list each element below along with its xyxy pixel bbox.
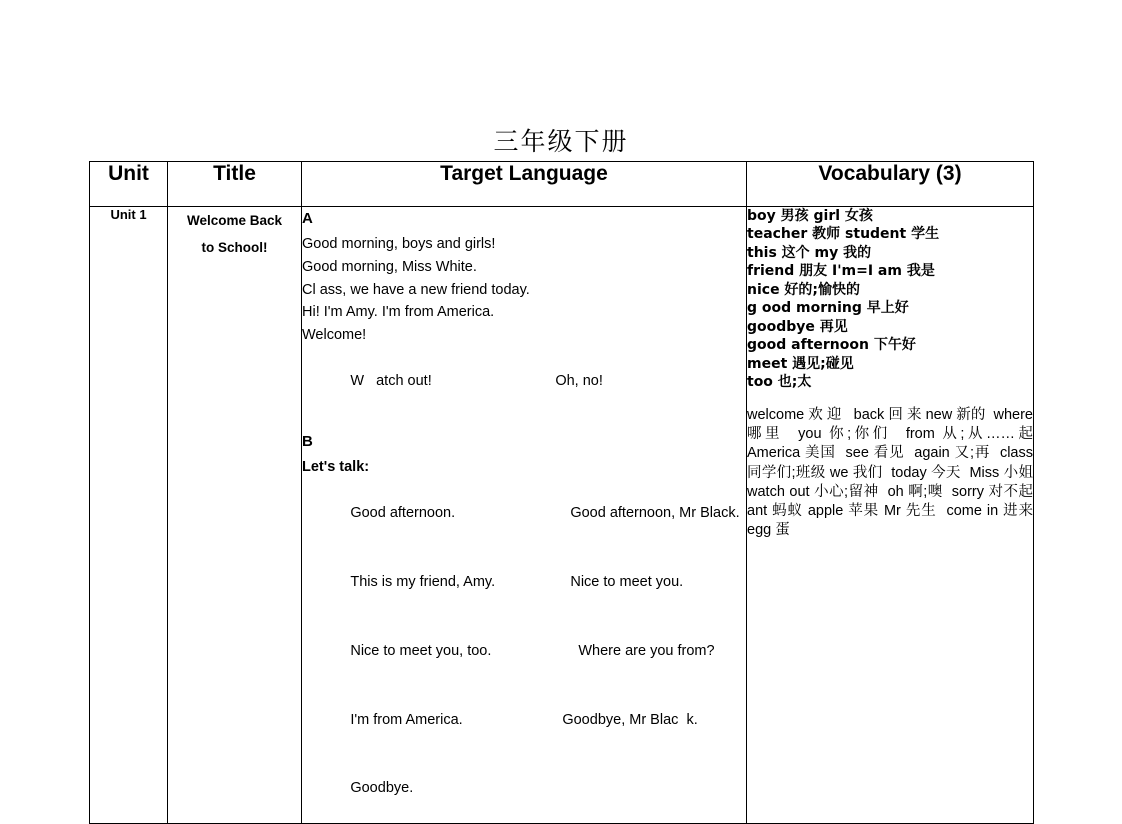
dialogue-right: Good afternoon, Mr Black. — [570, 505, 740, 522]
section-spacer — [302, 416, 746, 430]
dialogue-line — [302, 754, 746, 823]
vocabulary-bold-line: this 这个 my 我的 — [747, 244, 872, 261]
dialogue-left: Good afternoon. — [350, 505, 456, 522]
dialogue-right: Goodbye, Mr Blac k. — [562, 711, 698, 728]
curriculum-table — [89, 161, 1042, 824]
dialogue-left: Goodbye. — [350, 780, 414, 797]
vocabulary-bold-line: goodbye 再见 — [747, 318, 848, 335]
section-a-warning-line — [302, 347, 746, 416]
table-row — [90, 207, 1034, 824]
vocabulary-bold-list — [747, 207, 1033, 392]
column-header-target-language: Target Language — [302, 162, 747, 207]
column-header-title: Title — [168, 162, 302, 207]
section-a-line: Welcome! — [302, 327, 367, 344]
section-a-line: Cl ass, we have a new friend today. — [302, 281, 530, 298]
warning-left: W atch out! — [350, 373, 432, 390]
warning-right: Oh, no! — [555, 373, 603, 390]
table-header-row — [90, 162, 1034, 207]
dialogue-line — [302, 548, 746, 617]
title-line-2: to School! — [201, 240, 268, 255]
title-line-1: Welcome Back — [186, 213, 283, 228]
section-b-label: B — [302, 432, 313, 450]
vocabulary-bold-line: meet 遇见;碰见 — [747, 355, 854, 372]
vocabulary-bold-line: nice 好的;愉快的 — [747, 281, 861, 298]
vocabulary-plain-list: welcome 欢 迎 back 回 来 new 新的 where 哪里 you 你;你们 from 从;从……起 America 美国 see 看见 again 又;再 class 同学们;班级 we 我们 today 今天 Miss 小姐 watch out 小心;留神 oh 啊;噢 sorry 对不起 ant 蚂蚁 apple 苹果 Mr 先生 come in 进来 egg 蛋 — [747, 406, 1042, 539]
dialogue-line — [302, 686, 746, 755]
dialogue-line — [302, 480, 746, 549]
dialogue-right: Where are you from? — [578, 642, 715, 659]
section-a-line: Good morning, Miss White. — [302, 258, 477, 275]
section-b-subtitle: Let's talk: — [302, 458, 370, 475]
vocabulary-bold-line: friend 朋友 I'm=I am 我是 — [747, 263, 935, 280]
dialogue-left: Nice to meet you, too. — [350, 642, 492, 659]
cell-target-language — [302, 207, 747, 824]
dialogue-right: Nice to meet you. — [570, 574, 684, 591]
section-a-line: Hi! I'm Amy. I'm from America. — [302, 304, 495, 321]
column-header-unit: Unit — [90, 162, 168, 207]
section-a-line: Good morning, boys and girls! — [302, 235, 496, 252]
column-header-vocabulary: Vocabulary (3) — [747, 162, 1034, 207]
dialogue-left: I'm from America. — [350, 711, 463, 728]
vocabulary-bold-line: too 也;太 — [747, 374, 812, 391]
vocabulary-bold-line: teacher 教师 student 学生 — [747, 226, 940, 243]
vocabulary-bold-line: boy 男孩 girl 女孩 — [747, 208, 873, 224]
dialogue-left: This is my friend, Amy. — [350, 574, 496, 591]
vocabulary-bold-line: g ood morning 早上好 — [747, 300, 909, 317]
page-title: 三年级下册 — [493, 129, 629, 156]
section-a-label: A — [302, 210, 313, 227]
cell-vocabulary — [747, 207, 1042, 824]
cell-title — [168, 207, 302, 824]
vocabulary-bold-line: good afternoon 下午好 — [747, 337, 916, 354]
cell-unit: Unit 1 — [90, 207, 168, 824]
dialogue-line — [302, 617, 746, 686]
